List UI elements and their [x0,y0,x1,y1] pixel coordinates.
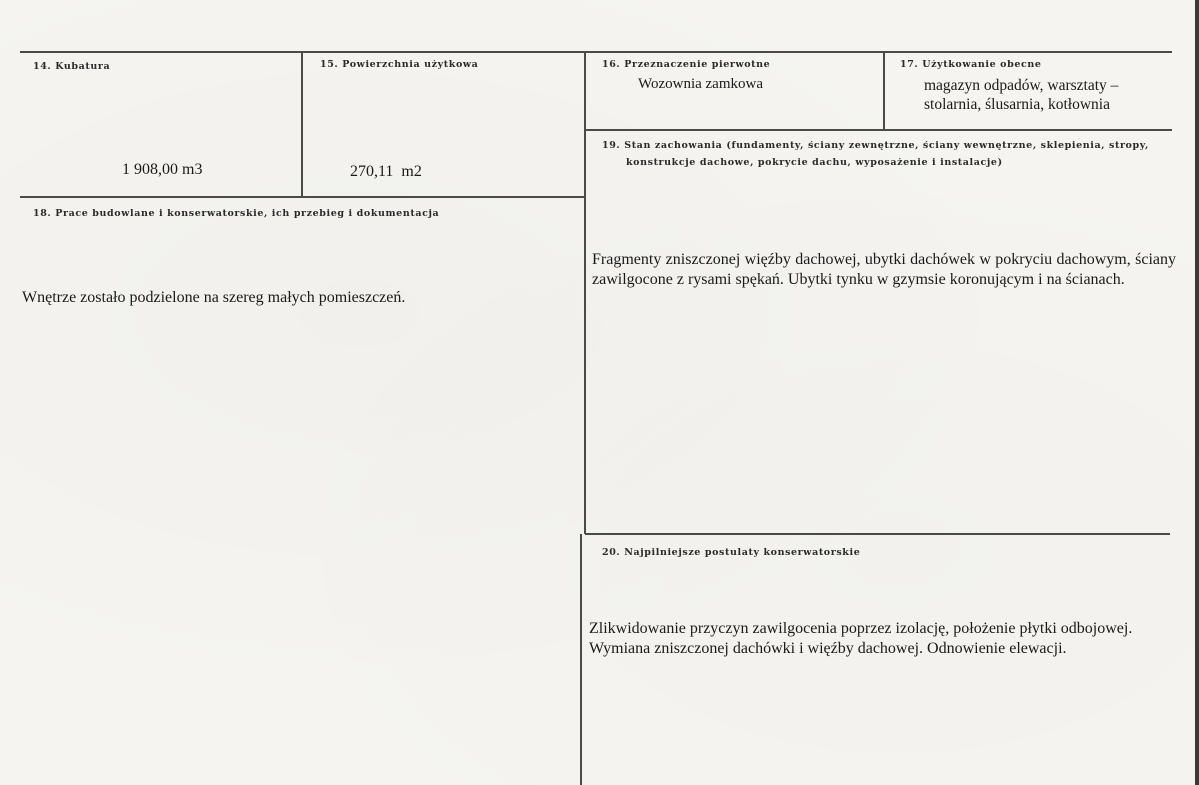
top-rule [20,51,1172,53]
uzytkowanie-value-line2: stolarnia, ślusarnia, kotłownia [924,96,1110,113]
center-divider [584,52,586,534]
kubatura-label: 14. Kubatura [33,61,111,72]
uzytkowanie-label: 17. Użytkowanie obecne [900,59,1042,70]
powierzchnia-value: 270,11 m2 [350,163,422,180]
card-edge [1195,0,1199,785]
center-divider-lower [580,534,582,785]
kubatura-value: 1 908,00 m3 [122,161,203,178]
stan-label-line1: 19. Stan zachowania (fundamenty, ściany zewnętrzne, ściany wewnętrzne, sklepienia, stropy, [602,140,1149,151]
postulaty-text-line2: Wymiana zniszczonej dachówki i więźby dachowej. Odnowienie elewacji. [589,640,1067,657]
powierzchnia-label: 15. Powierzchnia użytkowa [320,59,479,70]
stan-text: Fragmenty zniszczonej więźby dachowej, ubytki dachówek w pokryciu dachowym, ściany zawilgocone z rysami spękań. Ubytki tynku w gzymsie koronującym i na ścianach. [592,251,1176,288]
postulaty-text-line1: Zlikwidowanie przyczyn zawilgocenia poprzez izolację, położenie płytki odbojowej. [589,620,1133,637]
przeznaczenie-value: Wozownia zamkowa [638,76,763,92]
rule-above-20 [585,533,1170,535]
rule-under-14-15 [20,196,585,198]
prace-label: 18. Prace budowlane i konserwatorskie, ich przebieg i dokumentacja [33,208,440,219]
stan-label-line2: konstrukcje dachowe, pokrycie dachu, wyposażenie i instalacje) [626,157,1003,168]
uzytkowanie-value-line1: magazyn odpadów, warsztaty – [924,77,1119,94]
prace-text: Wnętrze zostało podzielone na szereg małych pomieszczeń. [22,289,406,306]
przeznaczenie-label: 16. Przeznaczenie pierwotne [602,59,771,70]
rule-under-16-17 [585,129,1172,131]
postulaty-label: 20. Najpilniejsze postulaty konserwatorskie [602,547,861,558]
divider-16-17 [883,52,885,130]
divider-14-15 [301,52,303,197]
